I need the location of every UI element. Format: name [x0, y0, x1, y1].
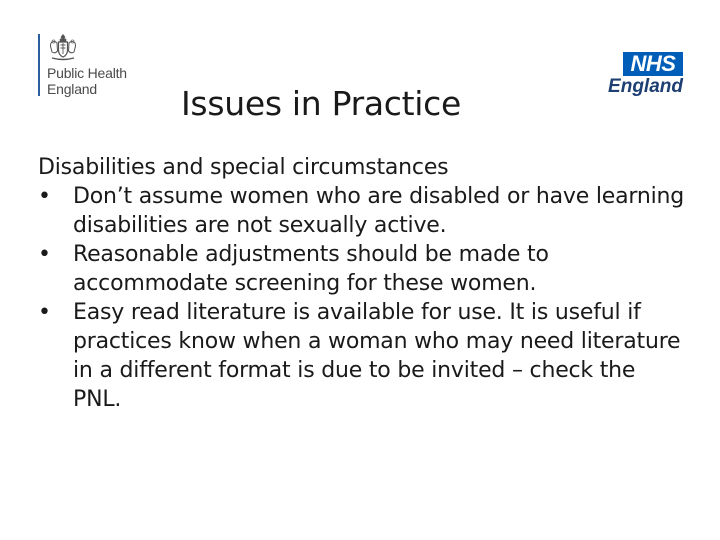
phe-line-1: Public Health [47, 65, 127, 81]
nhs-england-logo [603, 52, 683, 100]
bullet-item [38, 298, 690, 414]
bullet-item [38, 240, 690, 298]
nhs-england-text: England [608, 76, 683, 97]
phe-wordmark [47, 65, 127, 97]
logo-divider [38, 34, 40, 96]
bullet-item [38, 182, 690, 240]
phe-line-2: England [47, 81, 97, 97]
bullet-text: Reasonable adjustments should be made to accommodate screening for these women. [73, 242, 549, 296]
bullet-icon: • [38, 300, 51, 325]
bullet-icon: • [38, 242, 51, 267]
slide-body [38, 153, 690, 414]
bullet-list [38, 182, 690, 414]
bullet-icon: • [38, 184, 51, 209]
public-health-england-logo [38, 34, 158, 100]
nhs-lozenge: NHS [623, 52, 683, 76]
section-heading: Disabilities and special circumstances [38, 155, 449, 180]
bullet-text: Don’t assume women who are disabled or have learning disabilities are not sexually active. [73, 184, 684, 238]
royal-crest-icon [48, 34, 78, 62]
slide-title: Issues in Practice [181, 84, 461, 123]
bullet-text: Easy read literature is available for use. It is useful if practices know when a woman who may need literature in a different format is due to be invited – check the PNL. [73, 300, 681, 412]
